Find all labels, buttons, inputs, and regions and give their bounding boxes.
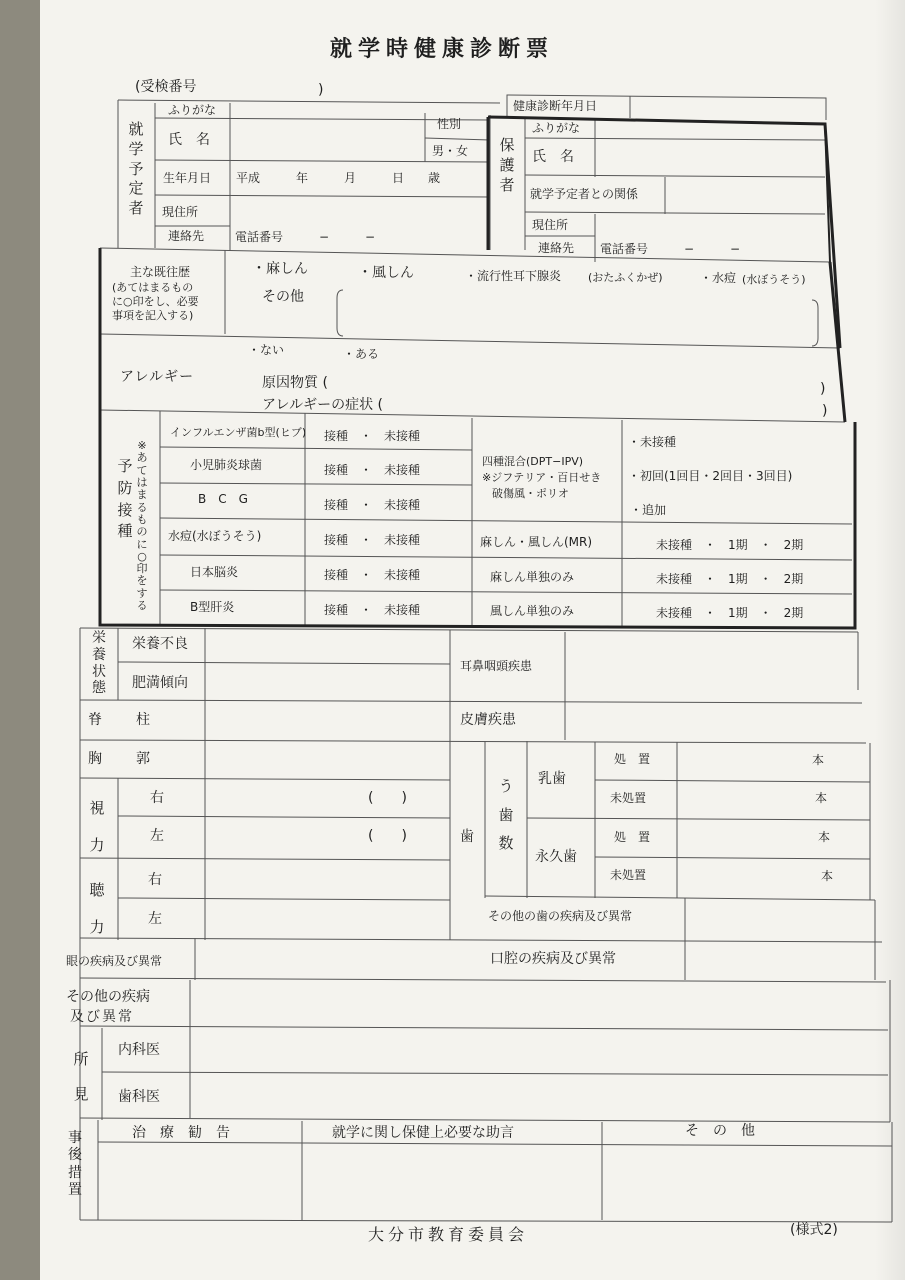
child-contact-label: 連絡先 [168,229,205,243]
child-name-label: 氏 名 [168,132,210,148]
baby-treated-unit: 本 [812,753,825,767]
child-phone[interactable]: 電話番号 − − [235,230,376,244]
child-address-field[interactable] [232,198,487,224]
guardian-name-field[interactable] [598,142,822,174]
history-label-2: (あてはまるもの [112,281,194,294]
allergy-cause-close: ) [820,381,826,397]
history-chickenpox-note: (水ぼうそう) [742,273,806,286]
perm-untreated-label: 未処置 [610,868,647,882]
dpt-note-2: 破傷風・ポリオ [492,487,569,500]
other-teeth-label: その他の歯の疾病及び異常 [488,909,633,923]
allergy-symptom-close: ) [822,403,828,419]
child-dob-value[interactable]: 平成 年 月 日 歳 [236,171,441,185]
teeth-label: 歯 [460,829,474,845]
baby-teeth-label: 乳歯 [538,771,566,787]
allergy-no[interactable]: ・ない [248,343,285,357]
vaccine-hib: インフルエンザ菌b型(ヒブ) [170,426,307,439]
vaccine-bcg-status[interactable]: 接種 ・ 未接種 [324,498,421,512]
followup-treatment-field[interactable] [100,1146,300,1218]
allergy-yes[interactable]: ・ある [343,347,380,361]
vaccine-measles-phase[interactable]: 未接種 ・ 1期 ・ 2期 [656,572,804,586]
perm-treated-label: 処 置 [614,830,651,844]
exam-date-label: 健康診断年月日 [513,99,598,113]
followup-other-field[interactable] [604,1146,890,1218]
followup-other: そ の 他 [685,1123,755,1139]
form-title: 就学時健康診断票 [330,36,555,62]
vision-left-label: 左 [150,828,164,844]
child-furigana-field[interactable] [232,104,422,118]
guardian-address-label: 現住所 [532,218,569,232]
dpt-not-vaccinated[interactable]: ・未接種 [628,435,677,449]
malnutrition-label: 栄養不良 [132,636,188,652]
child-sex-label: 性別 [437,117,462,131]
hearing-label: 聴力 [89,881,105,936]
guardian-relation-label: 就学予定者との関係 [530,187,639,201]
perm-teeth-label: 永久歯 [535,849,577,865]
guardian-contact-label: 連絡先 [538,241,575,255]
allergy-cause-label: 原因物質 ( [262,375,328,391]
followup-advice-field[interactable] [304,1146,600,1218]
vaccine-mr-phase[interactable]: 未接種 ・ 1期 ・ 2期 [656,538,804,552]
vision-right-paren[interactable]: ( ) [368,790,407,806]
vaccine-bcg: B C G [198,492,248,506]
allergy-symptom-label: アレルギーの症状 ( [262,397,384,413]
other-disease-label-2: 及び異常 [70,1009,134,1025]
dpt-label: 四種混合(DPT−IPV) [482,455,584,468]
guardian-name-label: 氏 名 [532,149,574,165]
followup-advice: 就学に関し保健上必要な助言 [332,1125,514,1141]
history-measles[interactable]: ・麻しん [252,261,308,277]
nutrition-label: 栄養状態 [92,630,106,697]
dpt-note-1: ※ジフテリア・百日せき [482,471,602,484]
guardian-phone[interactable]: 電話番号 − − [600,242,741,256]
exam-number-label: (受検番号 [135,79,197,95]
vaccination-note: ※あてはまるものに○印をする [136,439,148,613]
other-disease-label-1: その他の疾病 [66,989,150,1005]
followup-section-label: 事後措置 [68,1130,82,1199]
vaccine-mr: 麻しん・風しん(MR) [480,535,593,549]
history-mumps-note: (おたふくかぜ) [588,271,663,284]
hearing-right-label: 右 [148,872,162,888]
issuer: 大分市教育委員会 [368,1225,529,1244]
dentist-label: 歯科医 [118,1089,160,1105]
history-label-4: 事項を記入する) [112,309,194,322]
child-section-label: 就学予定者 [128,120,144,218]
vaccine-pneumococcal-status[interactable]: 接種 ・ 未接種 [324,463,421,477]
dpt-initial[interactable]: ・初回(1回目・2回目・3回目) [628,469,793,483]
vaccine-varicella-status[interactable]: 接種 ・ 未接種 [324,533,421,547]
vaccine-rubella-only: 風しん単独のみ [490,604,575,618]
child-dob-label: 生年月日 [163,171,212,185]
vaccine-je-status[interactable]: 接種 ・ 未接種 [324,568,421,582]
history-other-label: その他 [262,289,304,305]
followup-treatment: 治 療 勧 告 [132,1125,230,1141]
history-rubella[interactable]: ・風しん [358,265,414,281]
hearing-left-label: 左 [148,911,162,927]
history-other-field[interactable] [345,294,810,342]
dpt-booster[interactable]: ・追加 [630,503,667,517]
oral-label: 口腔の疾病及び異常 [490,951,616,967]
vaccine-hib-status[interactable]: 接種 ・ 未接種 [324,429,421,443]
internal-label: 内科医 [118,1042,160,1058]
vision-left-paren[interactable]: ( ) [368,828,407,844]
child-name-field[interactable] [232,122,422,158]
history-label-1: 主な既往歴 [130,265,191,279]
perm-treated-unit: 本 [818,830,831,844]
vaccine-varicella: 水痘(水ぼうそう) [168,529,262,543]
exam-date-field[interactable] [632,98,824,117]
vision-right-label: 右 [150,790,164,806]
child-sex-options[interactable]: 男・女 [432,144,469,158]
vision-label: 視力 [89,799,105,854]
eye-label: 眼の疾病及び異常 [66,954,163,968]
allergy-label: アレルギー [120,369,195,385]
guardian-relation-field[interactable] [668,179,822,211]
history-label-3: に○印をし、必要 [112,295,199,308]
exam-number-close: ) [318,82,324,98]
child-address-label: 現住所 [162,205,199,219]
skin-label: 皮膚疾患 [460,712,516,728]
guardian-section-label: 保護者 [499,136,515,194]
history-chickenpox[interactable]: ・水痘 [700,271,737,285]
form-number: (様式2) [790,1222,838,1238]
guardian-furigana-label: ふりがな [532,121,581,135]
findings-label: 所見 [73,1050,89,1103]
vaccine-measles-only: 麻しん単独のみ [490,570,575,584]
child-furigana-label: ふりがな [168,103,217,117]
vaccination-section-label: 予防接種 [117,457,133,541]
vaccine-japanese-encephalitis: 日本脳炎 [190,565,239,579]
vaccine-pneumococcal: 小児肺炎球菌 [190,458,263,472]
baby-treated-label: 処 置 [614,752,651,766]
history-mumps[interactable]: ・流行性耳下腺炎 [465,269,562,283]
chest-label: 胸 郭 [88,751,152,767]
caries-label: う歯数 [498,777,514,852]
baby-untreated-label: 未処置 [610,791,647,805]
baby-untreated-unit: 本 [815,791,828,805]
vaccine-hepatitis-b: B型肝炎 [190,600,235,614]
ent-label: 耳鼻咽頭疾患 [460,659,533,673]
vaccine-hepb-status[interactable]: 接種 ・ 未接種 [324,603,421,617]
spine-label: 脊 柱 [88,712,152,728]
obesity-label: 肥満傾向 [132,675,188,691]
perm-untreated-unit: 本 [821,869,834,883]
vaccine-rubella-phase[interactable]: 未接種 ・ 1期 ・ 2期 [656,606,804,620]
